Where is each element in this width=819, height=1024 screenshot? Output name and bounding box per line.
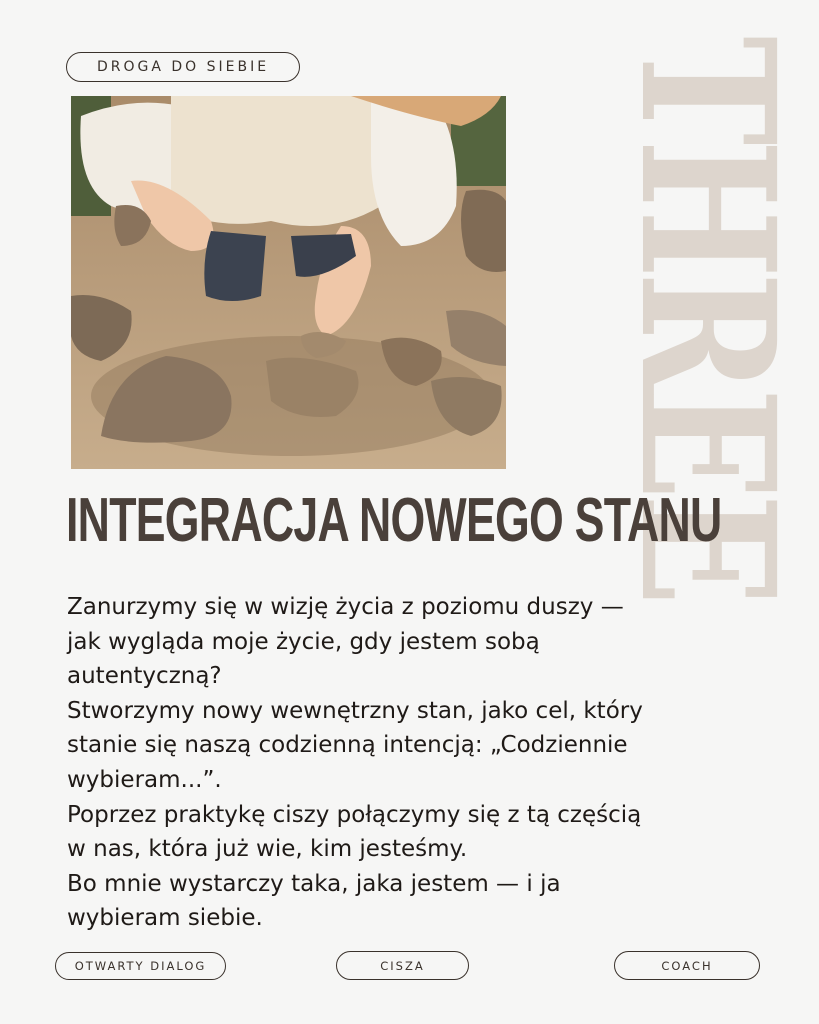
body-line: wybieram...”.: [67, 766, 222, 793]
body-line: Bo mnie wystarczy taka, jaka jestem — i ja: [67, 870, 561, 897]
vertical-word-text: THREE: [599, 36, 815, 600]
body-line: autentyczną?: [67, 663, 222, 690]
body-line: w nas, która już wie, kim jesteśmy.: [67, 836, 468, 863]
body-line: stanie się naszą codzienną intencją: „Codziennie: [67, 732, 628, 759]
photo-illustration: [71, 96, 506, 469]
tag-coach: COACH: [614, 951, 760, 980]
body-line: wybieram siebie.: [67, 905, 263, 932]
body-line: Stworzymy nowy wewnętrzny stan, jako cel, który: [67, 697, 643, 724]
body-line: Zanurzymy się w wizję życia z poziomu duszy —: [67, 594, 624, 620]
tag-droga-do-siebie: DROGA DO SIEBIE: [66, 52, 300, 82]
vertical-decorative-word: [599, 36, 815, 600]
tag-cisza: CISZA: [336, 951, 469, 980]
body-text: [67, 590, 767, 936]
body-line: jak wygląda moje życie, gdy jestem sobą: [67, 628, 540, 655]
photo-stacking-stones: [71, 96, 506, 469]
tag-otwarty-dialog: OTWARTY DIALOG: [55, 952, 226, 980]
body-line: Poprzez praktykę ciszy połączymy się z tą częścią: [67, 801, 642, 828]
headline: INTEGRACJA NOWEGO STANU: [66, 486, 722, 555]
